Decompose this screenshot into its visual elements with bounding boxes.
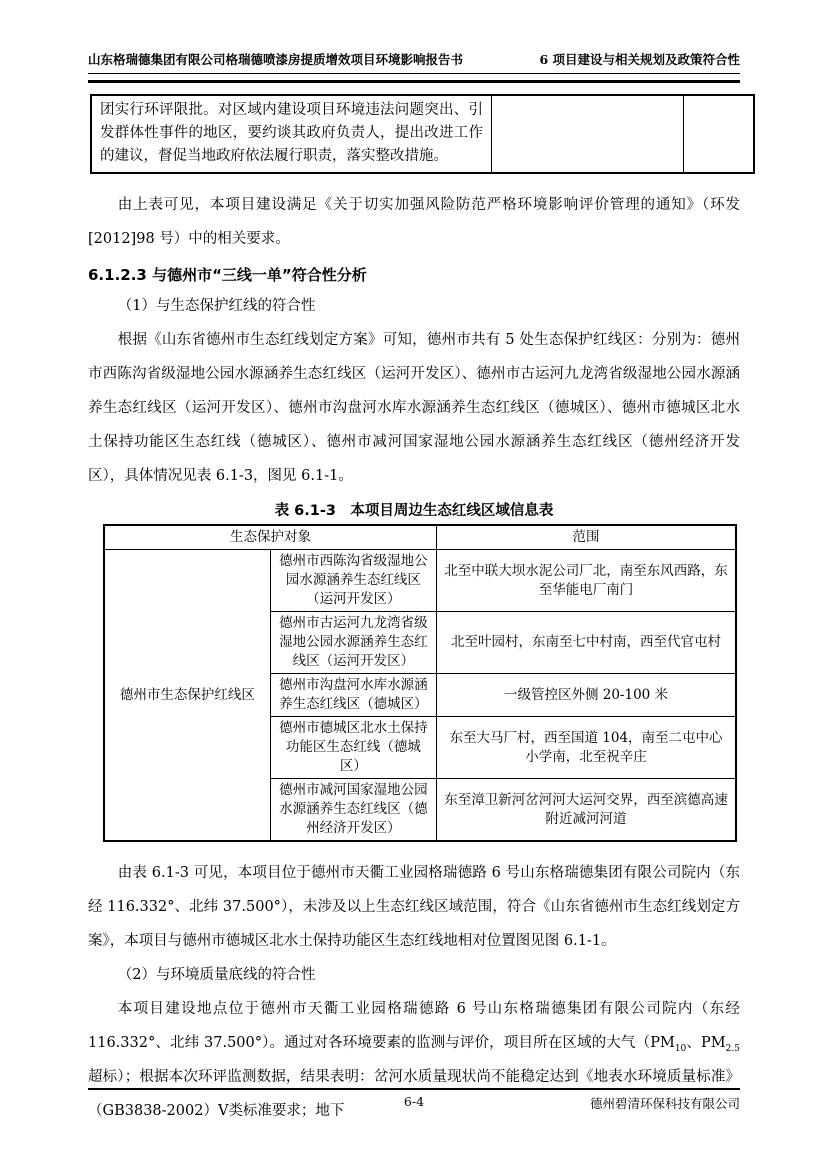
paragraph-location: 由表 6.1-3 可见，本项目位于德州市天衢工业园格瑞德路 6 号山东格瑞德集团有限公司院内（东经 116.332°、北纬 37.500°），未涉及以上生态红线区域范围，符合《山东省德州市生态红线划定方案》，本项目与德州市德城区北水土保持功能区生态红线地相对位置图见图 6.1-1。 bbox=[88, 865, 740, 949]
table-row bbox=[104, 550, 736, 612]
continued-table-text-cell: 团实行环评限批。对区域内建设项目环境违法问题突出、引发群体性事件的地区，要约谈其政府负责人，提出改进工作的建议，督促当地政府依法履行职责，落实整改措施。 bbox=[91, 95, 492, 173]
eco-row-range: 东至大马厂村，西至国道 104，南至二屯中心小学南，北至祝辛庄 bbox=[437, 717, 737, 779]
eco-table-header-object: 生态保护对象 bbox=[104, 525, 437, 550]
eco-row-name: 德州市古运河九龙湾省级湿地公园水源涵养生态红线区（运河开发区） bbox=[270, 612, 436, 674]
continued-table-empty-cell-1 bbox=[492, 95, 684, 173]
eco-row-range: 北至中联大坝水泥公司厂北，南至东风西路，东至华能电厂南门 bbox=[437, 550, 737, 612]
quality-text-1: 本项目建设地点位于德州市天衢工业园格瑞德路 6 号山东格瑞德集团有限公司院内（东经 116.332°、北纬 37.500°）。通过对各环境要素的监测与评价，项目所在区域的大气（PM bbox=[88, 1001, 740, 1051]
page-header bbox=[88, 50, 740, 83]
eco-row-name: 德州市德城区北水土保持功能区生态红线（德城区） bbox=[270, 717, 436, 779]
eco-table-caption: 表 6.1-3 本项目周边生态红线区域信息表 bbox=[274, 503, 554, 519]
eco-table-group-label: 德州市生态保护红线区 bbox=[104, 550, 270, 842]
eco-row-name: 德州市沟盘河水库水源涵养生态红线区（德城区） bbox=[270, 674, 436, 717]
quality-text-2: 、PM bbox=[686, 1035, 726, 1051]
table-header-row bbox=[104, 525, 736, 550]
eco-redline-table bbox=[103, 524, 737, 842]
section-heading: 6.1.2.3 与德州市“三线一单”符合性分析 bbox=[88, 266, 367, 284]
paragraph-conclusion: 由上表可见，本项目建设满足《关于切实加强风险防范严格环境影响评价管理的通知》（环发[2012]98 号）中的相关要求。 bbox=[88, 197, 740, 247]
subsection-2-title: （2）与环境质量底线的符合性 bbox=[117, 967, 316, 983]
footer-company-name: 德州碧清环保科技有限公司 bbox=[589, 1096, 740, 1111]
paragraph-redlines: 根据《山东省德州市生态红线划定方案》可知，德州市共有 5 处生态保护红线区：分别为：德州市西陈沟省级湿地公园水源涵养生态红线区（运河开发区）、德州市古运河九龙湾省级湿地公园水源涵养生态红线区（运河开发区）、德州市沟盘河水库水源涵养生态红线区（德城区）、德州市德城区北水土保持功能区生态红线（德城区）、德州市减河国家湿地公园水源涵养生态红线区（德州经济开发区），具体情况见表 6.1-3，图见 6.1-1。 bbox=[88, 332, 740, 484]
header-title-row bbox=[88, 50, 740, 74]
pm10-subscript: 10 bbox=[674, 1043, 687, 1054]
header-left-title: 山东格瑞德集团有限公司格瑞德喷漆房提质增效项目环境影响报告书 bbox=[88, 52, 464, 67]
footer-text-row bbox=[88, 1094, 740, 1110]
eco-row-range: 一级管控区外侧 20-100 米 bbox=[437, 674, 737, 717]
page-footer bbox=[88, 1088, 740, 1110]
continued-table-empty-cell-2 bbox=[684, 95, 755, 173]
quality-text-3: 超标）；根据本次环评监测数据，结果表明：岔河水质量现状尚不能稳定达到《地表水环境质量标准》（GB3838-2002）Ⅴ类标准要求；地下 bbox=[88, 1069, 740, 1119]
continued-table bbox=[90, 94, 755, 174]
page-number: 6-4 bbox=[403, 1094, 425, 1109]
pm25-subscript: 2.5 bbox=[725, 1043, 740, 1054]
table-row bbox=[91, 95, 754, 173]
eco-row-name: 德州市减河国家湿地公园水源涵养生态红线区（德州经济开发区） bbox=[270, 779, 436, 842]
subsection-1-title: （1）与生态保护红线的符合性 bbox=[117, 298, 316, 314]
eco-table-header-range: 范围 bbox=[437, 525, 737, 550]
header-rule bbox=[88, 80, 740, 83]
eco-row-range: 北至叶园村，东南至七中村南，西至代官屯村 bbox=[437, 612, 737, 674]
footer-rule bbox=[88, 1088, 740, 1090]
eco-row-name: 德州市西陈沟省级湿地公园水源涵养生态红线区（运河开发区） bbox=[270, 550, 436, 612]
header-right-title: 6 项目建设与相关规划及政策符合性 bbox=[539, 52, 740, 67]
eco-row-range: 东至漳卫新河岔河河大运河交界，西至滨德高速附近减河河道 bbox=[437, 779, 737, 842]
